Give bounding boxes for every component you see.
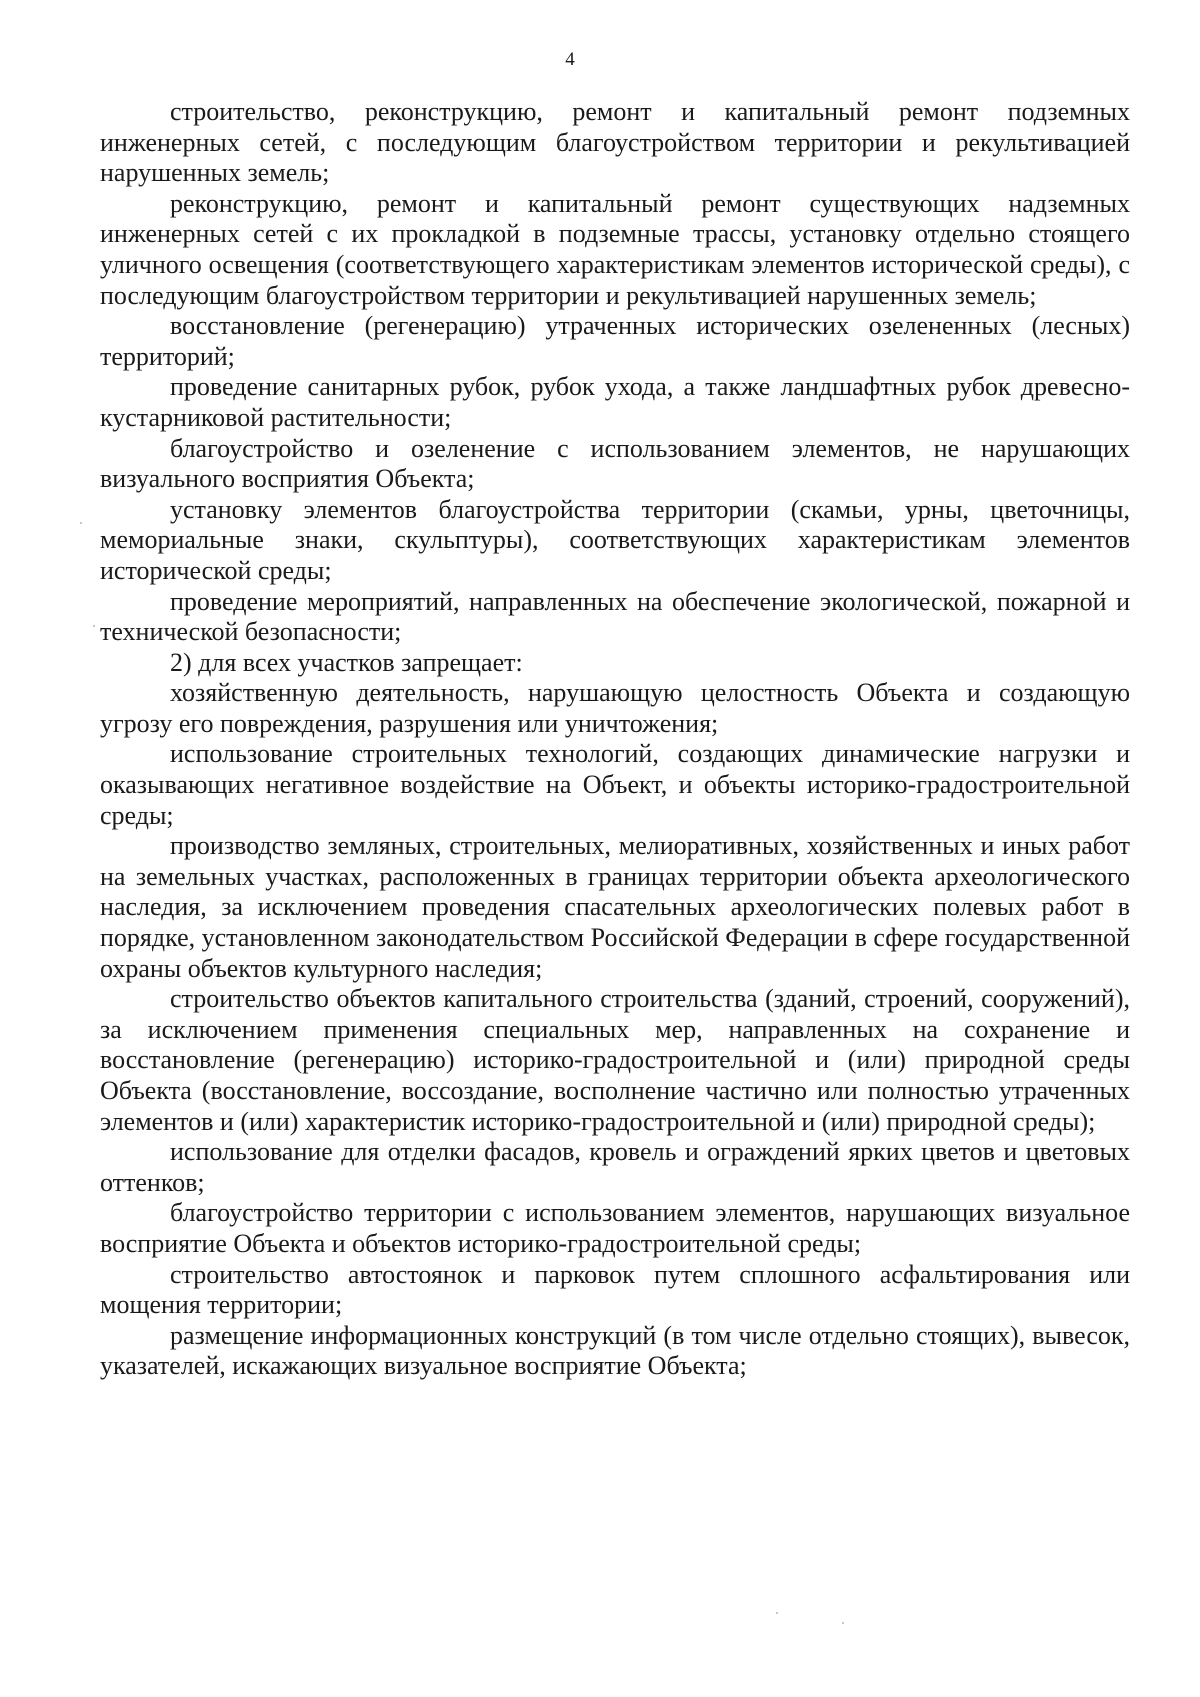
paragraph: размещение информационных конструкций (в том числе отдельно стоящих), вывесок, указателей, искажающих визуальное восприятие Объекта; <box>100 1320 1130 1381</box>
page-number: 4 <box>565 49 575 70</box>
paragraph: строительство объектов капитального строительства (зданий, строений, сооружений), за исключением применения специальных мер, направленных на сохранение и восстановление (регенерацию) историко-градостроительной и (или) природной среды Объекта (восстановление, воссоздание, восполнение частично или полностью утраченных элементов и (или) характеристик историко-градостроительной и (или) природной среды); <box>100 984 1130 1136</box>
paragraph: производство земляных, строительных, мелиоративных, хозяйственных и иных работ на земельных участках, расположенных в границах территории объекта археологического наследия, за исключением проведения спасательных археологических полевых работ в порядке, установленном законодательством Российской Федерации в сфере государственной охраны объектов культурного наследия; <box>100 831 1130 983</box>
paragraph: проведение мероприятий, направленных на обеспечение экологической, пожарной и технической безопасности; <box>100 586 1130 647</box>
paragraph: благоустройство территории с использованием элементов, нарушающих визуальное восприятие Объекта и объектов историко-градостроительной среды; <box>100 1198 1130 1258</box>
paragraph: благоустройство и озеленение с использованием элементов, не нарушающих визуального восприятия Объекта; <box>100 433 1130 494</box>
paragraph: хозяйственную деятельность, нарушающую целостность Объекта и создающую угрозу его повреждения, разрушения или уничтожения; <box>100 678 1130 738</box>
scan-speck <box>93 625 95 627</box>
paragraph: проведение санитарных рубок, рубок ухода, а также ландшафтных рубок древесно-кустарниковой растительности; <box>100 372 1130 432</box>
document-body <box>100 97 1130 1382</box>
scan-speck <box>80 522 82 524</box>
paragraph: строительство, реконструкцию, ремонт и капитальный ремонт подземных инженерных сетей, с последующим благоустройством территории и рекультивацией нарушенных земель; <box>100 97 1130 188</box>
list-heading: 2) для всех участков запрещает: <box>170 647 523 677</box>
scan-speck <box>842 1622 844 1624</box>
paragraph: реконструкцию, ремонт и капитальный ремонт существующих надземных инженерных сетей с их прокладкой в подземные трассы, установку отдельно стоящего уличного освещения (соответствующего характеристикам элементов исторической среды), с последующим благоустройством территории и рекультивацией нарушенных земель; <box>100 188 1130 310</box>
scan-speck <box>776 1612 778 1614</box>
paragraph: использование для отделки фасадов, кровель и ограждений ярких цветов и цветовых оттенков; <box>100 1137 1130 1197</box>
paragraph: восстановление (регенерацию) утраченных исторических озелененных (лесных) территорий; <box>100 311 1130 371</box>
paragraph: использование строительных технологий, создающих динамические нагрузки и оказывающих негативное воздействие на Объект, и объекты историко-градостроительной среды; <box>100 739 1130 830</box>
paragraph: установку элементов благоустройства территории (скамьи, урны, цветочницы, мемориальные знаки, скульптуры), соответствующих характеристикам элементов исторической среды; <box>100 494 1130 585</box>
paragraph: строительство автостоянок и парковок путем сплошного асфальтирования или мощения территории; <box>100 1259 1130 1320</box>
